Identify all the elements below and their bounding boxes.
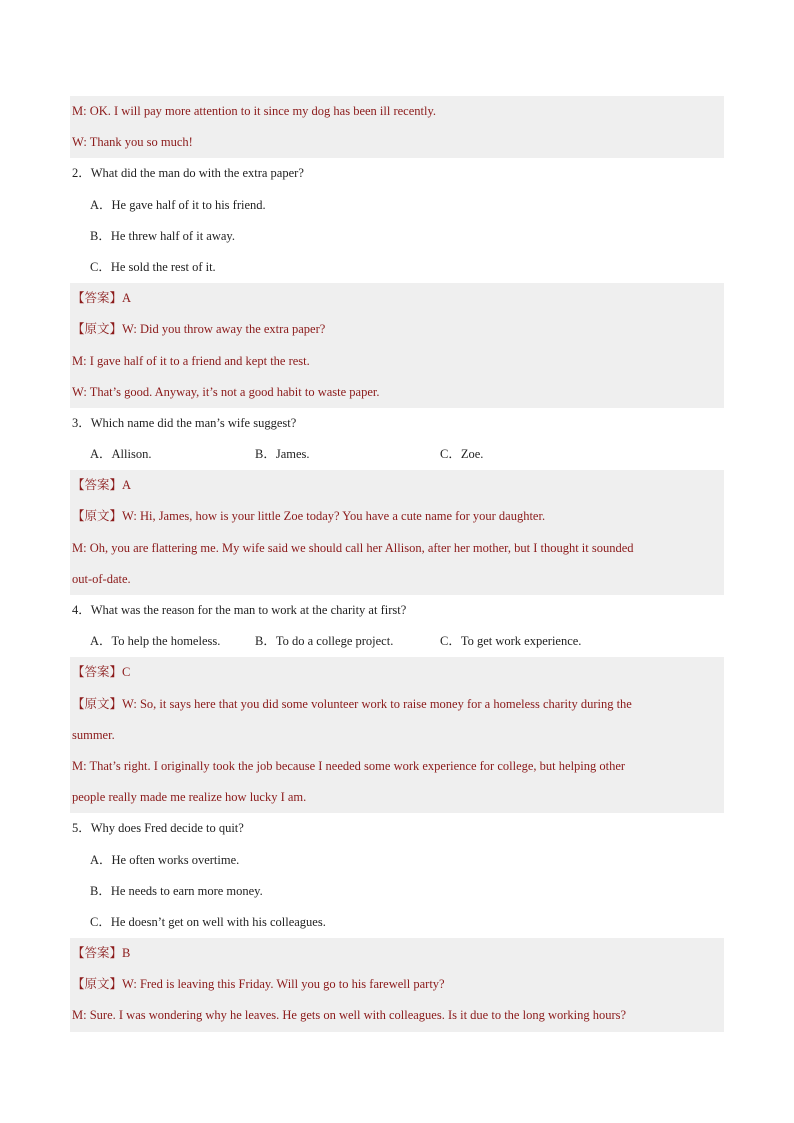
script-tag: 【原文】 bbox=[72, 322, 123, 337]
script-line: out-of-date. bbox=[72, 571, 131, 586]
q5-answer-block bbox=[70, 938, 724, 1032]
q3-answer-block bbox=[70, 470, 724, 595]
answer-line bbox=[70, 938, 724, 969]
option-a: A．Allison. bbox=[90, 447, 152, 462]
script-text: W: Fred is leaving this Friday. Will you go to his farewell party? bbox=[122, 977, 445, 992]
option-b: B．James. bbox=[255, 447, 310, 462]
option-b: B．To do a college project. bbox=[255, 634, 394, 649]
q4-answer-block bbox=[70, 657, 724, 813]
answer-value: A bbox=[122, 291, 132, 306]
script-line: W: Thank you so much! bbox=[72, 135, 193, 150]
script-tag: 【原文】 bbox=[72, 696, 123, 711]
answer-tag: 【答案】 bbox=[72, 291, 123, 306]
option-b: B．He needs to earn more money. bbox=[90, 883, 263, 898]
answer-line bbox=[70, 283, 724, 314]
document-page bbox=[70, 96, 724, 1032]
answer-tag: 【答案】 bbox=[72, 946, 123, 961]
script-text: W: Hi, James, how is your little Zoe today? You have a cute name for your daughter. bbox=[122, 509, 546, 524]
answer-value: A bbox=[122, 478, 132, 493]
option-c: C．Zoe. bbox=[440, 447, 484, 462]
question-4: 4．What was the reason for the man to work at the charity at first? bbox=[72, 603, 407, 617]
option-c: C．To get work experience. bbox=[440, 634, 582, 649]
script-text: W: So, it says here that you did some volunteer work to raise money for a homeless charity during the bbox=[122, 696, 632, 711]
script-line: summer. bbox=[72, 727, 115, 742]
script-line: M: I gave half of it to a friend and kept the rest. bbox=[72, 353, 310, 368]
script-tag: 【原文】 bbox=[72, 509, 123, 524]
option-a: A．He gave half of it to his friend. bbox=[90, 197, 266, 212]
script-line: people really made me realize how lucky I am. bbox=[72, 790, 307, 805]
option-a: A．He often works overtime. bbox=[90, 852, 240, 867]
answer-line bbox=[70, 657, 724, 688]
script-line bbox=[70, 689, 724, 720]
script-line bbox=[70, 969, 724, 1000]
option-c: C．He sold the rest of it. bbox=[90, 259, 216, 274]
question-5: 5．Why does Fred decide to quit? bbox=[72, 821, 244, 836]
question-3: 3．Which name did the man’s wife suggest? bbox=[72, 415, 297, 430]
option-b: B．He threw half of it away. bbox=[90, 228, 235, 243]
script-line: M: Oh, you are flattering me. My wife said we should call her Allison, after her mother, but I thought it sounded bbox=[72, 540, 634, 555]
q1-script-tail bbox=[70, 96, 724, 158]
answer-tag: 【答案】 bbox=[72, 665, 123, 680]
script-tag: 【原文】 bbox=[72, 977, 123, 992]
script-line: M: That’s right. I originally took the job because I needed some work experience for college, but helping other bbox=[72, 758, 626, 773]
answer-tag: 【答案】 bbox=[72, 478, 123, 493]
script-line bbox=[70, 501, 724, 532]
answer-value: C bbox=[122, 665, 131, 680]
options-row bbox=[70, 626, 724, 657]
answer-value: B bbox=[122, 946, 131, 961]
option-a: A．To help the homeless. bbox=[90, 634, 221, 649]
script-line bbox=[70, 314, 724, 345]
answer-line bbox=[70, 470, 724, 501]
options-row bbox=[70, 439, 724, 470]
option-c: C．He doesn’t get on well with his colleagues. bbox=[90, 914, 326, 929]
script-line: M: OK. I will pay more attention to it since my dog has been ill recently. bbox=[72, 104, 437, 118]
q2-answer-block bbox=[70, 283, 724, 408]
question-2: 2．What did the man do with the extra paper? bbox=[72, 166, 304, 181]
script-line: M: Sure. I was wondering why he leaves. He gets on well with colleagues. Is it due to the long working hours? bbox=[72, 1008, 627, 1023]
script-text: W: Did you throw away the extra paper? bbox=[122, 322, 326, 337]
script-line: W: That’s good. Anyway, it’s not a good habit to waste paper. bbox=[72, 384, 380, 399]
